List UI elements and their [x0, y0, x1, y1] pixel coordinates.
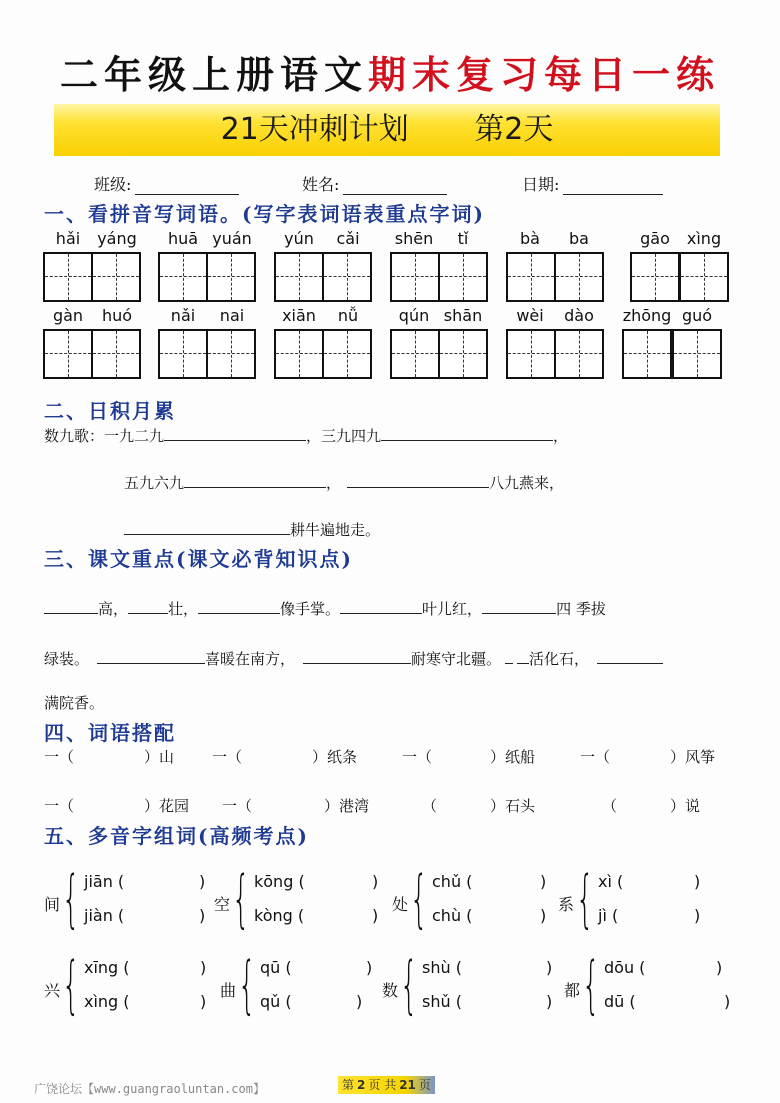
keypoint-text: 壮， — [168, 600, 199, 618]
writing-box[interactable] — [438, 252, 488, 302]
title-grade: 二年级上册语文 — [59, 53, 368, 97]
section-2-title: 二、日积月累 — [44, 399, 176, 423]
pinyin: xiān — [282, 306, 316, 325]
answer-blank[interactable] — [340, 598, 422, 614]
polyphone-group — [564, 948, 734, 1024]
polyphone-reading: chù ( ) — [432, 906, 547, 925]
pair-text: ）风筝 — [670, 748, 716, 766]
answer-blank[interactable] — [184, 472, 326, 488]
pinyin: dào — [564, 306, 594, 325]
polyphone-reading: dū ( ) — [604, 992, 731, 1011]
brace-icon: { — [62, 948, 80, 1021]
pair-text: ）港湾 — [324, 797, 370, 815]
pair-text: （ — [422, 797, 438, 815]
section-5-title: 五、多音字组词(高频考点) — [44, 824, 309, 848]
pinyin: shān — [443, 306, 483, 325]
polyphone-group — [220, 948, 390, 1024]
writing-box[interactable] — [274, 252, 324, 302]
pinyin: huó — [101, 306, 133, 325]
polyphone-char: 系 — [558, 895, 575, 914]
page-indicator — [338, 1076, 435, 1094]
polyphone-group — [382, 948, 553, 1024]
keypoint-text: 耐寒守北疆。 — [411, 650, 502, 668]
writing-box[interactable] — [158, 252, 208, 302]
rhyme-text: 一九二九 — [104, 427, 165, 445]
brace-icon: { — [582, 948, 600, 1021]
rhyme-text: 八九燕来， — [489, 474, 565, 492]
polyphone-reading: jiān ( ) — [84, 872, 206, 891]
student-info-row — [0, 172, 780, 196]
writing-grid-row-2 — [0, 329, 780, 379]
polyphone-reading: kòng ( ) — [254, 906, 379, 925]
keypoint-text: 四 季拔 — [556, 600, 606, 618]
polyphone-char: 曲 — [220, 981, 237, 1000]
name-label: 姓名: — [302, 175, 340, 194]
answer-blank[interactable] — [124, 519, 290, 535]
writing-box[interactable] — [630, 252, 680, 302]
pair-text: ）纸条 — [312, 748, 358, 766]
polyphone-reading: xīng ( ) — [84, 958, 207, 977]
pair-text: 一（ — [44, 797, 75, 815]
page-number: 2 — [357, 1078, 366, 1092]
date-blank[interactable] — [563, 177, 663, 195]
writing-box[interactable] — [206, 252, 256, 302]
answer-blank[interactable] — [381, 425, 553, 441]
polyphone-reading: qū ( ) — [260, 958, 373, 977]
writing-box[interactable] — [672, 329, 722, 379]
pair-text: 一（ — [580, 748, 611, 766]
polyphone-char: 都 — [564, 981, 581, 1000]
brace-icon: { — [62, 862, 80, 935]
answer-blank[interactable] — [597, 648, 663, 664]
main-title — [0, 44, 780, 99]
writing-box[interactable] — [322, 252, 372, 302]
date-label: 日期: — [522, 175, 560, 194]
class-field[interactable] — [94, 172, 239, 195]
rhyme-line-3 — [124, 519, 380, 540]
polyphone-reading: kōng ( ) — [254, 872, 379, 891]
polyphone-group — [214, 862, 384, 938]
writing-box[interactable] — [438, 329, 488, 379]
writing-box[interactable] — [679, 252, 729, 302]
polyphone-reading: shǔ ( ) — [422, 992, 553, 1011]
answer-blank[interactable] — [517, 648, 529, 664]
rhyme-line-2 — [124, 472, 564, 493]
page-text: 第 — [342, 1078, 355, 1092]
pinyin: shēn — [394, 229, 434, 248]
pinyin: qún — [398, 306, 430, 325]
keypoint-text: 高， — [98, 600, 129, 618]
name-field[interactable] — [302, 172, 447, 195]
pinyin: wèi — [516, 306, 544, 325]
pinyin: gāo — [640, 229, 670, 248]
polyphone-group — [392, 862, 562, 938]
keypoint-text: 像手掌。 — [280, 600, 341, 618]
title-review: 期末复习每日一练 — [368, 53, 721, 97]
writing-box[interactable] — [554, 252, 604, 302]
date-field[interactable] — [522, 172, 663, 195]
pair-text: ）纸船 — [490, 748, 536, 766]
keypoint-text: 活化石， — [529, 650, 590, 668]
writing-box[interactable] — [506, 329, 556, 379]
section-1-title: 一、看拼音写词语。(写字表词语表重点字词) — [44, 202, 485, 226]
answer-blank[interactable] — [97, 648, 205, 664]
writing-box[interactable] — [158, 329, 208, 379]
writing-box[interactable] — [390, 252, 440, 302]
section-4-title: 四、词语搭配 — [44, 721, 176, 745]
writing-box[interactable] — [206, 329, 256, 379]
rhyme-text: ，三九四九 — [306, 427, 382, 445]
keypoint-line-2 — [44, 648, 663, 669]
writing-box[interactable] — [554, 329, 604, 379]
brace-icon: { — [410, 862, 428, 935]
rhyme-prefix: 数九歌： — [44, 427, 105, 445]
writing-box[interactable] — [322, 329, 372, 379]
keypoint-text: 喜暖在南方， — [205, 650, 296, 668]
writing-box[interactable] — [91, 252, 141, 302]
pinyin: nǚ — [337, 306, 359, 325]
pinyin: nǎi — [170, 306, 196, 325]
polyphone-reading: xì ( ) — [598, 872, 701, 891]
polyphone-reading: jiàn ( ) — [84, 906, 206, 925]
pair-text: ）说 — [670, 797, 701, 815]
answer-blank[interactable] — [198, 598, 280, 614]
polyphone-char: 空 — [214, 895, 231, 914]
pinyin: guó — [681, 306, 713, 325]
pinyin: yuán — [212, 229, 252, 248]
rhyme-line-1 — [44, 425, 568, 446]
page-text: 页 共 — [368, 1078, 397, 1092]
writing-box[interactable] — [274, 329, 324, 379]
polyphone-char: 处 — [392, 895, 409, 914]
answer-blank[interactable] — [482, 598, 556, 614]
pair-text: 一（ — [222, 797, 253, 815]
rhyme-text: 耕牛遍地走。 — [290, 521, 381, 539]
answer-blank[interactable] — [164, 425, 306, 441]
pinyin: gàn — [52, 306, 84, 325]
polyphone-reading: jì ( ) — [598, 906, 701, 925]
name-blank[interactable] — [343, 177, 447, 195]
answer-blank[interactable] — [128, 598, 168, 614]
polyphone-group — [558, 862, 728, 938]
pair-text: 一（ — [212, 748, 243, 766]
pair-text: ）石头 — [490, 797, 536, 815]
polyphone-group — [44, 862, 214, 938]
pair-text: 一（ — [44, 748, 75, 766]
keypoint-text: 叶儿红， — [422, 600, 483, 618]
writing-box[interactable] — [43, 329, 93, 379]
pinyin-row-2 — [0, 306, 780, 328]
polyphone-reading: xìng ( ) — [84, 992, 207, 1011]
footer-site: 广饶论坛【www.guangraoluntan.com】 — [34, 1082, 265, 1096]
brace-icon: { — [576, 862, 594, 935]
page-text: 页 — [418, 1078, 431, 1092]
pair-text: ）山 — [144, 748, 175, 766]
class-blank[interactable] — [135, 177, 239, 195]
pinyin: ba — [569, 229, 589, 248]
pinyin: huā — [167, 229, 199, 248]
writing-grid-row-1 — [0, 252, 780, 302]
class-label: 班级: — [94, 175, 132, 194]
writing-box[interactable] — [390, 329, 440, 379]
answer-blank[interactable] — [347, 472, 489, 488]
rhyme-text: ， — [553, 427, 569, 445]
writing-box[interactable] — [622, 329, 672, 379]
pair-text: ）花园 — [144, 797, 190, 815]
pinyin: zhōng — [622, 306, 672, 325]
banner-plan: 21天冲刺计划 — [220, 112, 409, 147]
polyphone-reading: chǔ ( ) — [432, 872, 547, 891]
pair-text: （ — [602, 797, 618, 815]
pinyin: tǐ — [457, 229, 469, 248]
polyphone-char: 兴 — [44, 981, 61, 1000]
pinyin: bà — [520, 229, 540, 248]
banner-day: 第2天 — [474, 112, 554, 147]
pinyin: cǎi — [336, 229, 360, 248]
pinyin: hǎi — [55, 229, 81, 248]
pinyin: xìng — [686, 229, 722, 248]
polyphone-char: 数 — [382, 981, 399, 1000]
brace-icon: { — [400, 948, 418, 1021]
rhyme-text: ， — [326, 474, 342, 492]
pinyin: yáng — [97, 229, 137, 248]
pinyin: nai — [219, 306, 245, 325]
polyphone-char: 间 — [44, 895, 61, 914]
brace-icon: { — [238, 948, 256, 1021]
plan-banner — [54, 104, 720, 156]
polyphone-reading: dōu ( ) — [604, 958, 723, 977]
writing-box[interactable] — [91, 329, 141, 379]
pinyin-row-1 — [0, 229, 780, 251]
section-3-title: 三、课文重点(课文必背知识点) — [44, 547, 353, 571]
writing-box[interactable] — [506, 252, 556, 302]
rhyme-text: 五九六九 — [124, 474, 185, 492]
pair-text: 一（ — [402, 748, 433, 766]
answer-blank[interactable] — [505, 648, 513, 664]
keypoint-text: 绿装。 — [44, 650, 90, 668]
page-total: 21 — [399, 1078, 416, 1092]
answer-blank[interactable] — [303, 648, 411, 664]
brace-icon: { — [232, 862, 250, 935]
writing-box[interactable] — [43, 252, 93, 302]
polyphone-reading: shù ( ) — [422, 958, 553, 977]
polyphone-reading: qǔ ( ) — [260, 992, 363, 1011]
keypoint-line-3: 满院香。 — [44, 694, 105, 712]
answer-blank[interactable] — [44, 598, 98, 614]
pinyin: yún — [284, 229, 314, 248]
polyphone-group — [44, 948, 214, 1024]
keypoint-line-1 — [44, 598, 606, 619]
